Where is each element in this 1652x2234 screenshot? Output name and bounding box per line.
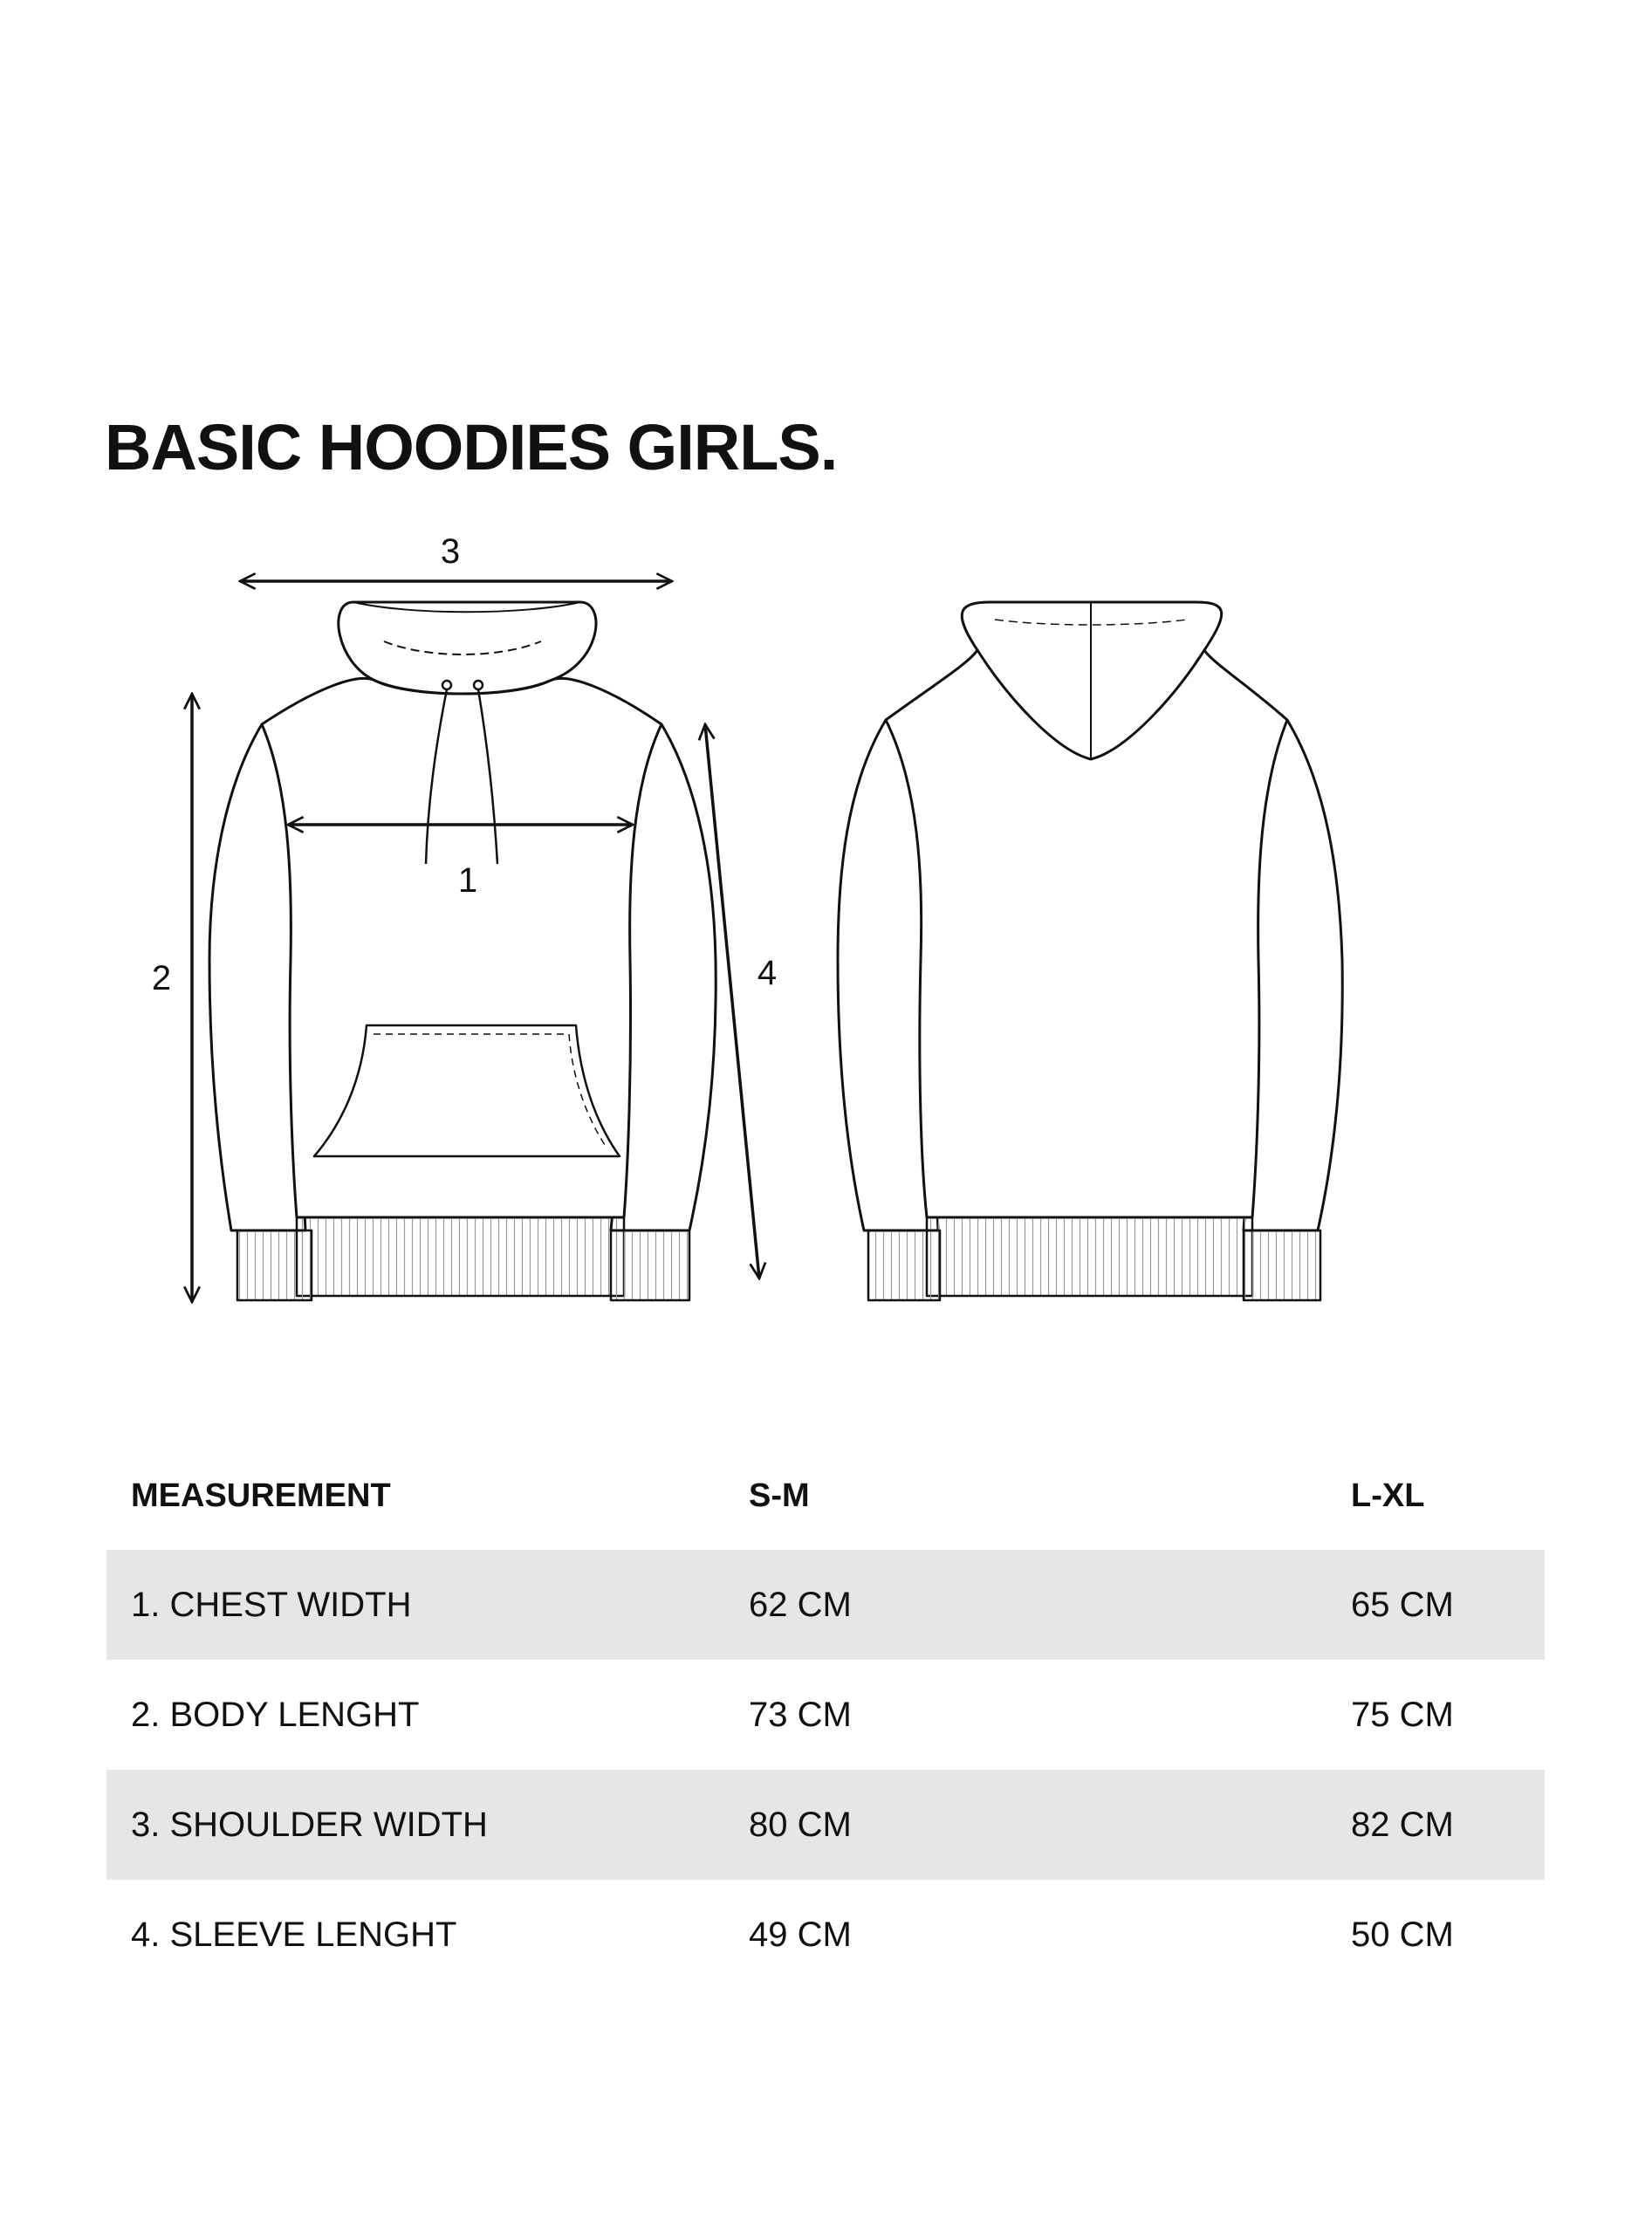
row-measurement: 3. SHOULDER WIDTH [106, 1770, 724, 1880]
row-l-xl-value: 50 CM [1351, 1915, 1454, 1954]
table-row [106, 1770, 1545, 1880]
table-row [106, 1550, 1545, 1660]
table-row [106, 1660, 1545, 1770]
row-s-m-value: 80 CM [724, 1770, 1326, 1880]
row-measurement: 2. BODY LENGHT [131, 1695, 420, 1734]
label-4: 4 [757, 954, 778, 992]
size-table [106, 1442, 1545, 1990]
row-measurement: 4. SLEEVE LENGHT [131, 1915, 457, 1954]
header-l-xl: L-XL [1351, 1477, 1425, 1514]
row-l-xl-value: 82 CM [1326, 1770, 1545, 1880]
row-measurement: 1. CHEST WIDTH [106, 1550, 724, 1660]
page-title: BASIC HOODIES GIRLS. [105, 411, 838, 483]
row-s-m-value: 62 CM [724, 1550, 1326, 1660]
table-header-row [106, 1442, 1545, 1550]
label-3: 3 [440, 532, 461, 571]
row-l-xl-value: 65 CM [1326, 1550, 1545, 1660]
row-s-m-value: 49 CM [749, 1915, 852, 1954]
row-l-xl-value: 75 CM [1351, 1695, 1454, 1734]
header-s-m: S-M [749, 1477, 810, 1514]
row-s-m-value: 73 CM [749, 1695, 852, 1734]
header-measurement: MEASUREMENT [131, 1477, 391, 1514]
label-1: 1 [457, 861, 478, 900]
table-row [106, 1880, 1545, 1990]
hoodie-front-view [209, 602, 716, 1300]
hoodie-back-view [838, 602, 1342, 1300]
label-2: 2 [151, 959, 172, 997]
